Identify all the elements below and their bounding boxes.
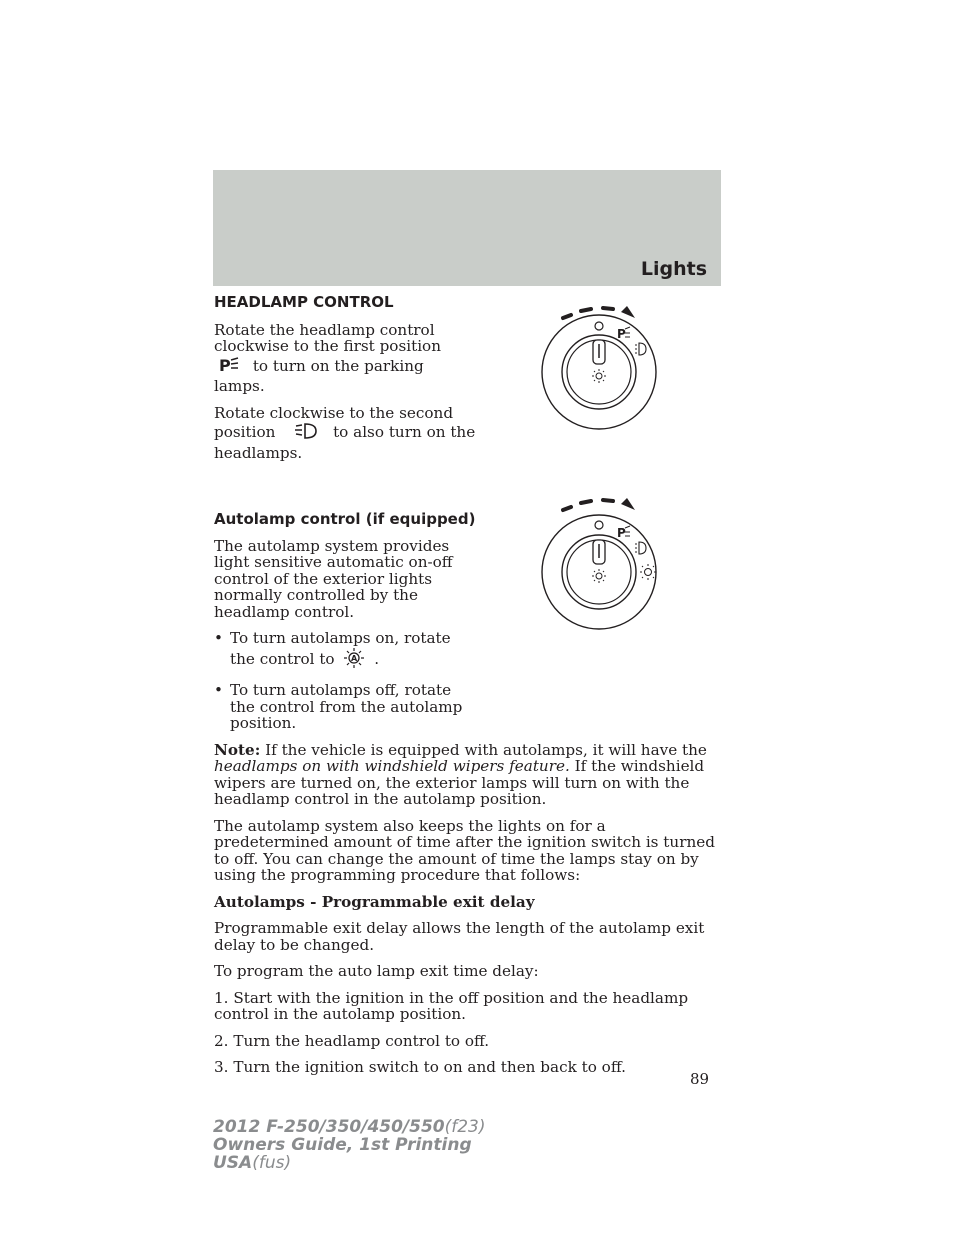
parking-lamp-icon xyxy=(216,355,246,379)
footer-edition-info xyxy=(213,1118,486,1172)
exit-delay-step-3: 3. Turn the ignition switch to on and then back to off. xyxy=(214,1058,626,1076)
headlamp-control-figure xyxy=(535,296,675,460)
autolamp-icon xyxy=(341,647,367,673)
headlamp-instructions xyxy=(214,322,476,462)
exit-delay-heading: Autolamps - Programmable exit delay xyxy=(214,892,535,911)
autolamp-heading: Autolamp control (if equipped) xyxy=(214,510,476,528)
footer-line-3: USA(fus) xyxy=(213,1153,292,1173)
autolamp-bullet-off: • To turn autolamps off, rotate the control from the autolamp position. xyxy=(214,681,463,732)
exit-delay-step-2: 2. Turn the headlamp control to off. xyxy=(214,1031,490,1050)
footer-line-1: 2012 F-250/350/450/550(f23) xyxy=(213,1117,486,1137)
figure-2-parking-letter: P xyxy=(617,526,626,540)
autolamp-para-1: The autolamp system provides light sensitive automatic on-off control of the exterior lights normally controlled by the headlamp control. xyxy=(214,536,453,621)
exit-delay-para-1: Programmable exit delay allows the length of the autolamp exit delay to be changed. xyxy=(214,919,705,954)
exit-delay-para-2: To program the auto lamp exit time delay: xyxy=(214,962,539,980)
section-title: Lights xyxy=(640,258,707,280)
footer-line-2: Owners Guide, 1st Printing xyxy=(213,1135,472,1155)
headlamp-para-2: Rotate clockwise to the second position to also turn on the headlamps. xyxy=(214,403,476,462)
page-number: 89 xyxy=(690,1070,710,1088)
headlamp-icon xyxy=(282,421,326,445)
parking-lamp-letter: P xyxy=(219,355,231,375)
section-header-band xyxy=(213,170,721,286)
figure-1-parking-letter: P xyxy=(617,327,626,341)
autolamp-bullet-on: • To turn autolamps on, rotate the control to A . xyxy=(214,630,476,672)
headlamp-heading: HEADLAMP CONTROL xyxy=(214,293,394,311)
headlamp-para-1: Rotate the headlamp control clockwise to the first position P to turn on the parking lamps. xyxy=(214,320,441,395)
svg-text:A: A xyxy=(351,653,358,663)
autolamp-para-2: The autolamp system also keeps the lights on for a predetermined amount of time after the ignition switch is turned to off. You can change the amount of time the lamps stay on by using the programming procedure that follows: xyxy=(214,816,715,884)
autolamp-intro xyxy=(214,538,476,732)
autolamp-note: Note: If the vehicle is equipped with autolamps, it will have the headlamps on with windshield wipers feature. If the windshield wipers are turned on, the exterior lamps will turn on with the headlamp control in the autolamp position. xyxy=(214,740,707,808)
autolamp-control-figure xyxy=(535,488,675,652)
exit-delay-step-1: 1. Start with the ignition in the off position and the headlamp control in the autolamp position. xyxy=(214,988,689,1023)
